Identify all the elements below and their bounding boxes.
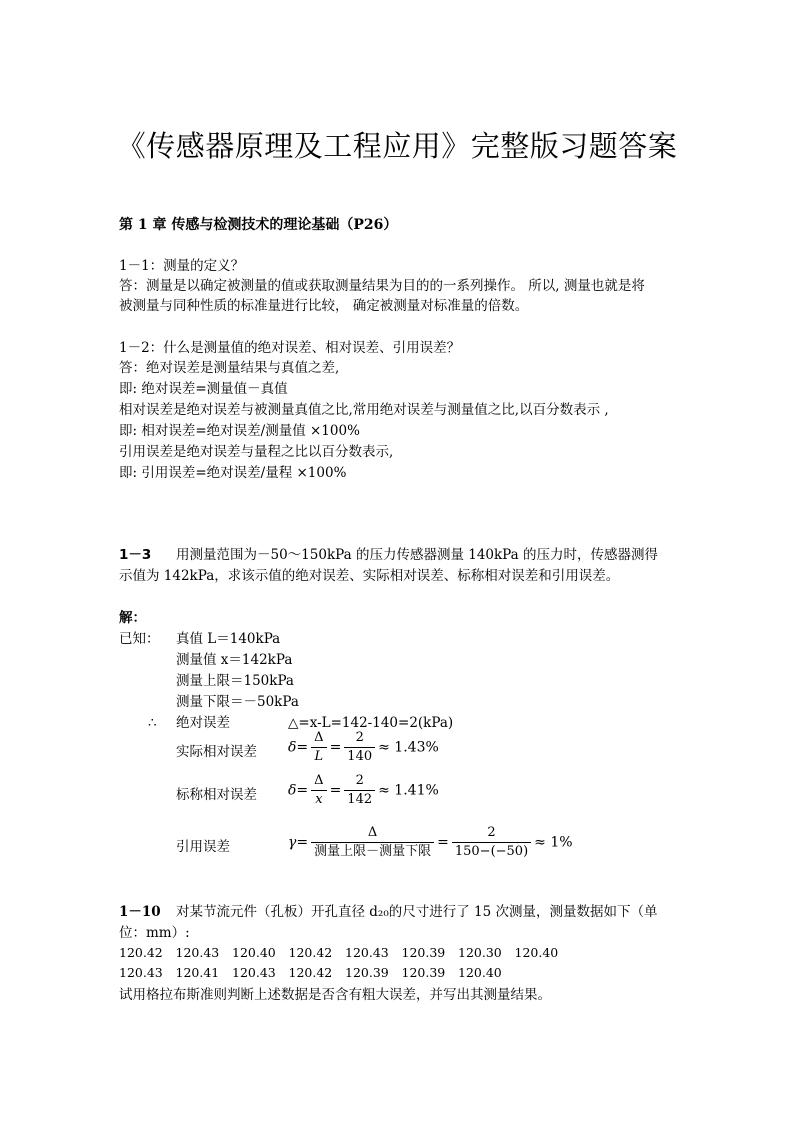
known-measured-value: 测量值 x＝142kPa — [176, 652, 293, 668]
equals-sign: = — [329, 782, 342, 799]
q1-3-question-line-1: 用测量范围为－50～150kPa 的压力传感器测量 140kPa 的压力时，传感器测得 — [176, 547, 658, 563]
measurement-value: 120.40 — [458, 965, 502, 980]
q1-2-answer-line: 相对误差是绝对误差与被测量真值之比,常用绝对误差与测量值之比,以百分数表示 , — [119, 402, 609, 418]
known-lower-limit: 测量下限＝－50kPa — [176, 694, 299, 710]
fraction-numerator: Δ — [311, 825, 434, 843]
known-label: 已知： — [119, 631, 160, 647]
q1-1-answer-line-2: 被测量与同种性质的标准量进行比较， 确定被测量对标准量的倍数。 — [119, 298, 529, 314]
q1-1-answer-line-1: 答：测量是以确定被测量的值或获取测量结果为目的的一系列操作。 所以, 测量也就是将 — [119, 278, 645, 294]
fraction-numerator: Δ — [311, 773, 326, 791]
fraction-denominator: 测量上限－测量下限 — [314, 844, 432, 859]
actual-relative-error-formula — [288, 730, 439, 765]
measurement-value: 120.39 — [401, 965, 446, 980]
fraction — [311, 730, 326, 765]
fraction-denominator: 150−(−50) — [454, 844, 529, 859]
fraction — [311, 825, 434, 860]
q1-2-question: 1－2：什么是测量值的绝对误差、相对误差、引用误差？ — [119, 340, 461, 356]
known-upper-limit: 测量上限＝150kPa — [176, 673, 294, 689]
actual-relative-error-label: 实际相对误差 — [176, 744, 257, 760]
formula-result: ≈ 1.43% — [378, 739, 439, 756]
q1-1-question: 1－1：测量的定义？ — [119, 258, 245, 274]
fraction — [344, 773, 375, 808]
formula-result: ≈ 1% — [534, 834, 573, 851]
measurement-value: 120.42 — [288, 945, 333, 960]
q1-2-answer-line: 引用误差是绝对误差与量程之比以百分数表示, — [119, 444, 394, 460]
fraction-numerator: Δ — [311, 730, 326, 748]
fraction-numerator: 2 — [344, 730, 375, 748]
q1-10-task: 试用格拉布斯准则判断上述数据是否含有粗大误差，并写出其测量结果。 — [119, 987, 551, 1003]
measurement-value: 120.40 — [232, 945, 276, 960]
q1-2-answer-line: 即: 相对误差=绝对误差/测量值 ×100% — [119, 423, 360, 439]
reference-error-formula — [288, 825, 573, 860]
measurement-value: 120.42 — [288, 965, 333, 980]
fraction — [452, 825, 531, 860]
measurement-value: 120.43 — [175, 945, 220, 960]
measurement-data-row-2 — [119, 965, 515, 981]
equals-sign: = — [329, 739, 342, 756]
reference-error-label: 引用误差 — [176, 839, 230, 855]
measurement-value: 120.43 — [345, 945, 389, 960]
fraction-numerator: 2 — [344, 773, 375, 791]
formula-result: ≈ 1.41% — [378, 782, 439, 799]
fraction-denominator: L — [314, 749, 324, 764]
nominal-relative-error-label: 标称相对误差 — [176, 787, 257, 803]
measurement-data-row-1 — [119, 945, 571, 961]
q1-3-number: 1－3 — [119, 547, 152, 563]
fraction-numerator: 2 — [452, 825, 531, 843]
absolute-error-formula: △=x-L=142-140=2(kPa) — [288, 715, 454, 731]
formula-lhs: δ= — [288, 782, 309, 799]
measurement-value: 120.43 — [119, 965, 163, 980]
measurement-value: 120.39 — [345, 965, 389, 980]
absolute-error-label: 绝对误差 — [176, 715, 230, 731]
fraction-denominator: 142 — [347, 792, 373, 807]
measurement-value: 120.41 — [175, 965, 220, 980]
document-title: 《传感器原理及工程应用》完整版习题答案 — [116, 129, 678, 163]
q1-2-answer-line: 即: 绝对误差=测量值－真值 — [119, 381, 288, 397]
measurement-value: 120.30 — [458, 945, 502, 960]
q1-10-question-line-1: 对某节流元件（孔板）开孔直径 d₂₀的尺寸进行了 15 次测量，测量数据如下（单 — [176, 904, 658, 920]
chapter-heading: 第 1 章 传感与检测技术的理论基础（P26） — [119, 217, 398, 233]
measurement-value: 120.39 — [401, 945, 446, 960]
nominal-relative-error-formula — [288, 773, 439, 808]
q1-3-question-line-2: 示值为 142kPa，求该示值的绝对误差、实际相对误差、标称相对误差和引用误差。 — [119, 568, 620, 584]
fraction — [311, 773, 326, 808]
measurement-value: 120.42 — [119, 945, 163, 960]
therefore-symbol: ∴ — [148, 715, 157, 731]
q1-2-answer-line: 即: 引用误差=绝对误差/量程 ×100% — [119, 465, 347, 481]
equals-sign: = — [437, 834, 449, 851]
q1-2-answer-line: 答：绝对误差是测量结果与真值之差, — [119, 360, 340, 376]
q1-10-question-line-2: 位：mm）: — [119, 925, 190, 941]
formula-lhs: δ= — [288, 739, 309, 756]
q1-10-number: 1－10 — [119, 904, 161, 920]
fraction-denominator: 140 — [347, 749, 373, 764]
formula-lhs: γ= — [288, 834, 309, 851]
measurement-value: 120.40 — [514, 945, 559, 960]
measurement-value: 120.43 — [232, 965, 276, 980]
solution-label: 解： — [119, 610, 146, 626]
fraction-denominator: x — [315, 792, 323, 807]
fraction — [344, 730, 375, 765]
known-true-value: 真值 L＝140kPa — [176, 631, 281, 647]
